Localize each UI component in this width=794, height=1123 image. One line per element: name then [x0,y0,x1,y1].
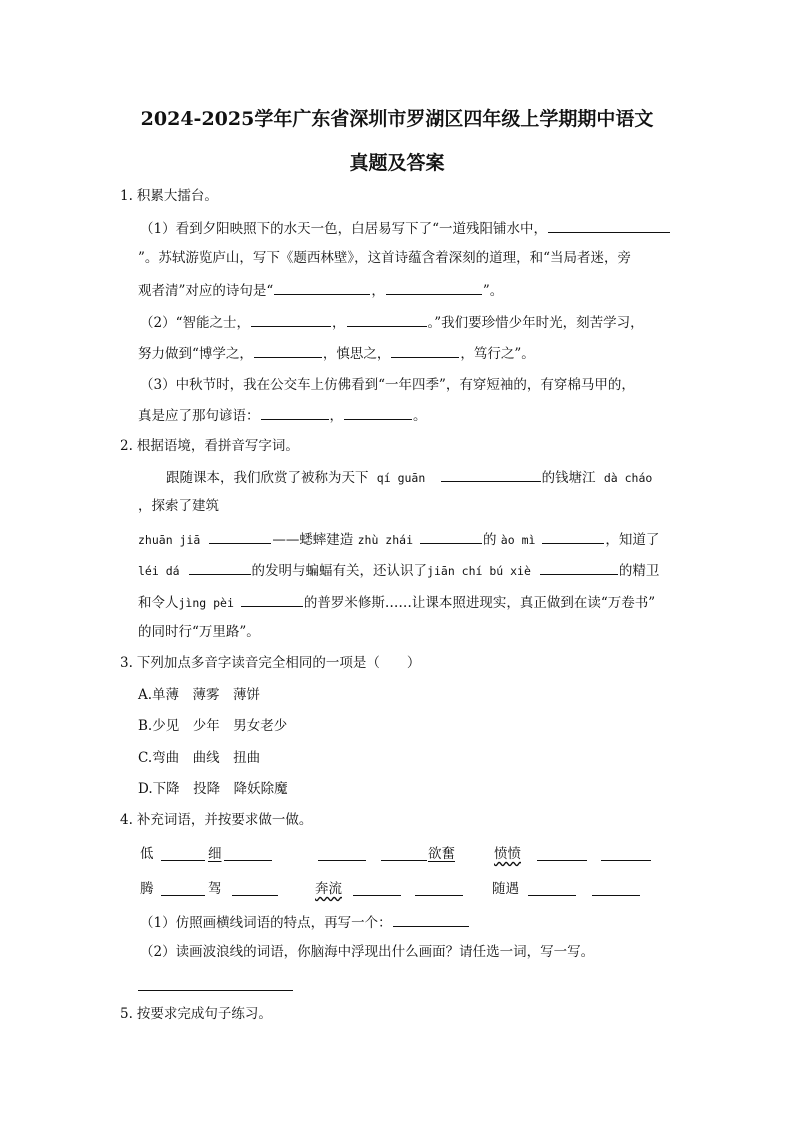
q1-p2-text-a1: （2）“智能之士， [140,315,250,331]
q1-p3-text-b1: 真是应了那句谚语： [138,408,260,424]
q1-p2-text-a2: ， [332,315,346,331]
answer-blank[interactable] [393,912,469,927]
q1-p1-text-c3: ”。 [482,283,504,299]
q1-p2-text-b3: ，笃行之”。 [460,346,535,362]
answer-blank[interactable] [441,467,541,482]
q1-p1-text-a: （1）看到夕阳映照下的水天一色，白居易写下了“一道残阳铺水中， [140,221,547,237]
answer-blank[interactable] [344,405,412,420]
q3-option-b[interactable]: B.少见 少年 男女老少 [138,718,288,734]
q4-word-wavy: 奔流 [315,881,342,897]
q3-heading [120,653,420,673]
answer-blank[interactable] [347,312,427,327]
pinyin-prompt: qí guān [376,471,426,485]
q2-text: 的普罗米修斯……让课本照进现实，真正做到在读“万卷书” [303,595,656,611]
q4-word-char: 低 [140,846,154,862]
q1-part1-line1 [140,218,671,239]
q2-text: 的 [483,532,497,548]
q1-p1-text-c2: ， [371,283,385,299]
q1-p1-text-c1: 观者清”对应的诗句是“ [138,283,274,299]
q1-p2-text-b1: 努力做到“博学之， [138,346,253,362]
answer-blank[interactable] [415,881,463,896]
q2-text: 的同时行“万里路”。 [138,624,260,640]
answer-blank[interactable] [251,312,331,327]
q1-part2-line1 [140,312,644,333]
q1-p2-text-b2: ，慎思之， [322,346,391,362]
answer-blank[interactable] [224,846,272,861]
q1-part3-line1 [140,375,635,395]
document-subtitle: 真题及答案 [349,152,445,174]
q4-word-char-underlined: 细 [208,846,222,862]
q4-word-wavy: 愤愤 [494,846,521,862]
q2-line4 [138,560,659,581]
pinyin-prompt: ào mì [500,533,536,547]
q5-number: 5. [120,1006,133,1022]
document-title: 2024-2025学年广东省深圳市罗湖区四年级上学期期中语文 [140,108,654,130]
answer-blank[interactable] [537,846,587,861]
q4-word-char: 腾 [140,881,154,897]
pinyin-prompt: léi dá [138,564,180,578]
answer-blank[interactable] [386,280,482,295]
q1-p2-text-a3: 。”我们要珍惜少年时光，刻苦学习， [427,315,644,331]
q4-sub2-text: （2）读画波浪线的词语，你脑海中浮现出什么画面？请任选一词，写一写。 [140,944,595,960]
q4-sub2 [140,942,594,962]
q4-sub1-text: （1）仿照画横线词语的特点，再写一个： [140,915,392,931]
answer-blank[interactable] [189,560,251,575]
answer-blank[interactable] [241,592,303,607]
q4-word-char: 随遇 [492,881,519,897]
q1-p3-text-b3: 。 [413,408,427,424]
q4-heading [120,810,312,830]
q1-part1-line3 [138,280,503,301]
q4-row1 [140,844,660,864]
answer-blank[interactable] [420,529,482,544]
pinyin-prompt: zhù zhái [357,533,413,547]
q2-text: ，探索了建筑 [138,498,219,514]
answer-blank[interactable] [274,280,370,295]
q2-text: 的精卫 [618,563,660,579]
q3-option-c[interactable]: C.弯曲 曲线 扭曲 [138,750,261,766]
q1-part2-line2 [138,343,535,364]
q2-text: 和令人 [138,595,179,611]
q1-part1-line2 [138,248,631,268]
answer-blank[interactable] [161,881,205,896]
q1-p3-text-b2: ， [329,408,343,424]
answer-blank[interactable] [381,846,427,861]
q3-heading-text: 下列加点多音字读音完全相同的一项是（ ） [136,655,421,671]
answer-blank[interactable] [209,529,271,544]
answer-blank[interactable] [601,846,651,861]
q2-text: 的发明与蝙蝠有关，还认识了 [251,563,428,579]
q1-heading [120,186,218,206]
q2-text: ——蟋蟀建造 [272,532,354,548]
pinyin-prompt: zhuān jiā [138,533,201,547]
q2-heading [120,436,299,456]
q2-number: 2. [120,438,133,454]
q2-line6 [138,622,260,642]
q4-answer-line[interactable] [138,990,293,991]
q2-line3 [138,529,659,550]
q1-p1-text-b: ”。苏轼游览庐山，写下《题西林壁》，这首诗蕴含着深刻的道理，和“当局者迷，旁 [138,250,632,266]
q1-part3-line2 [138,405,427,426]
q4-word-char: 驾 [208,881,222,897]
answer-blank[interactable] [232,881,278,896]
q4-row2 [140,879,660,899]
q4-word-underlined: 欲奮 [428,846,455,862]
q2-text: 跟随课本，我们欣赏了被称为天下 [166,470,369,486]
q2-line1 [166,467,652,488]
answer-blank[interactable] [540,560,618,575]
answer-blank[interactable] [548,218,670,233]
q4-number: 4. [120,812,133,828]
q5-heading [120,1004,272,1024]
q1-heading-text: 积累大擂台。 [136,188,218,204]
answer-blank[interactable] [161,846,205,861]
pinyin-prompt: jiān chí bú xiè [427,564,531,578]
pinyin-prompt: jìng pèi [178,596,234,610]
q2-text: 的钱塘江 [541,470,596,486]
q1-p3-text-a: （3）中秋节时，我在公交车上仿佛看到“一年四季”，有穿短袖的，有穿棉马甲的， [140,377,635,393]
q4-sub1 [140,912,470,933]
answer-blank[interactable] [391,343,459,358]
answer-blank[interactable] [254,343,322,358]
answer-blank[interactable] [592,881,640,896]
q1-number: 1. [120,188,133,204]
answer-blank[interactable] [318,846,366,861]
answer-blank[interactable] [542,529,604,544]
q2-line2 [138,496,219,516]
q5-heading-text: 按要求完成句子练习。 [136,1006,272,1022]
answer-blank[interactable] [353,881,401,896]
q2-text: ，知道了 [605,532,660,548]
q2-line5 [138,592,655,613]
q2-heading-text: 根据语境，看拼音写字词。 [136,438,299,454]
q3-option-d[interactable]: D.下降 投降 降妖除魔 [138,781,288,797]
q3-number: 3. [120,655,133,671]
answer-blank[interactable] [261,405,329,420]
pinyin-prompt: dà cháo [603,471,653,485]
answer-blank[interactable] [528,881,576,896]
q3-option-a[interactable]: A.单薄 薄雾 薄饼 [138,687,261,703]
q4-heading-text: 补充词语，并按要求做一做。 [136,812,313,828]
